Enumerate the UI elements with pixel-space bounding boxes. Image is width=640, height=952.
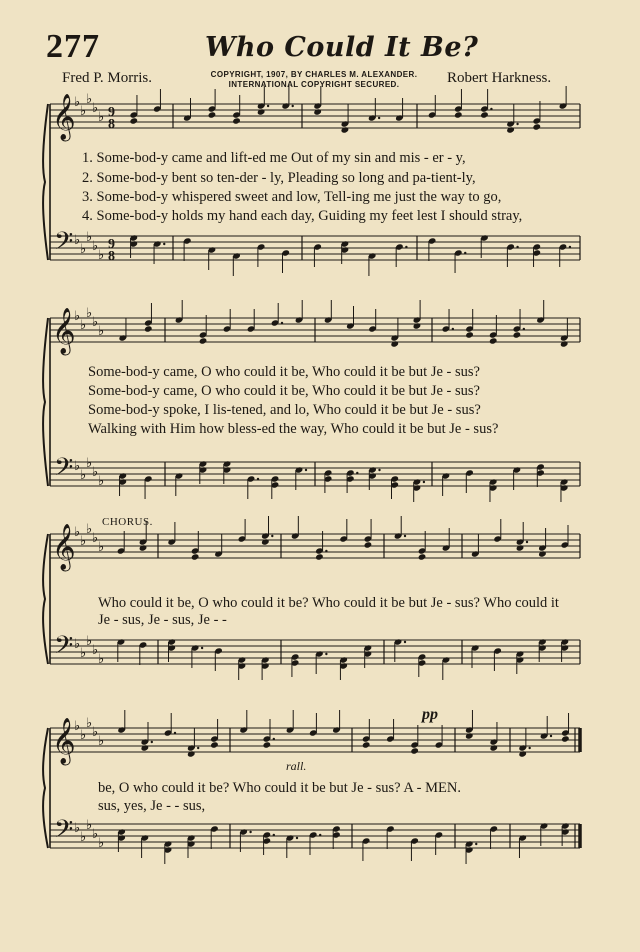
dot [267,105,269,107]
dot [526,541,528,543]
verse-1-line-1: 1. Some-bod-y came and lift-ed me Out of my sin and mis - er - y, [82,150,466,166]
chorus-soprano-line-2: be, O who could it be? Who could it be but Je - sus? A - MEN. [98,780,461,796]
note-head [532,123,541,130]
flat-icon: ♭ [74,309,81,324]
note-head [489,337,498,344]
note-head [129,117,138,124]
author: Fred P. Morris. [62,70,153,86]
flat-icon: ♭ [98,540,105,555]
dot [325,550,327,552]
dot [464,252,466,254]
dot [296,837,298,839]
rallentando-marking: rall. [286,759,307,773]
flat-icon: ♭ [92,531,99,546]
flat-icon: ♭ [92,725,99,740]
time-signature-bottom: 8 [108,117,115,132]
flat-icon: ♭ [80,242,87,257]
verse-3-line-1: 3. Some-bod-y whispered sweet and low, Tell-ing me just the way to go, [82,189,502,205]
dot [151,741,153,743]
verse-4-line-2: Walking with Him how bless-ed the way, Who could it be but Je - sus? [88,421,499,437]
dot [197,747,199,749]
note-head [364,541,373,548]
note-head [561,735,570,742]
copyright-line-1: COPYRIGHT, 1907, BY CHARLES M. ALEXANDER. [210,70,418,79]
note-head [187,750,196,757]
note-head [257,108,266,115]
dot [516,246,518,248]
note-head [465,331,474,338]
flat-icon: ♭ [80,646,87,661]
dot [405,246,407,248]
flat-icon: ♭ [98,110,105,125]
treble-clef-icon: 𝄞 [52,94,76,140]
note-head [560,340,569,347]
dot [163,243,165,245]
flat-icon: ♭ [86,306,93,321]
chorus-bass-line-1: Je - sus, Je - sus, Je - - [98,612,227,628]
dot [423,481,425,483]
flat-icon: ♭ [92,101,99,116]
flat-icon: ♭ [92,239,99,254]
time-signature-bottom: 8 [108,249,115,264]
dot [523,328,525,330]
dot [356,472,358,474]
note-head [199,337,208,344]
note-head [315,553,324,560]
hymn-title: Who Could It Be? [205,32,479,63]
flat-icon: ♭ [92,315,99,330]
flat-icon: ♭ [86,634,93,649]
system-brace [43,728,48,848]
flat-icon: ♭ [74,233,81,248]
dot [257,478,259,480]
note-head [413,322,422,329]
verse-2-line-2: Some-bod-y came, O who could it be, Who could it be but Je - sus? [88,383,480,399]
dot [528,747,530,749]
note-head [313,108,322,115]
dot [201,647,203,649]
note-head [516,544,525,551]
dot [550,735,552,737]
flat-icon: ♭ [80,468,87,483]
flat-icon: ♭ [80,318,87,333]
composer: Robert Harkness. [447,70,552,86]
dot [452,328,454,330]
dot [273,834,275,836]
bass-clef-icon: 𝄢 [54,631,74,666]
flat-icon: ♭ [86,818,93,833]
note-head [210,741,219,748]
bass-clef-icon: 𝄢 [54,453,74,488]
flat-icon: ♭ [92,643,99,658]
note-head [454,111,463,118]
dot [378,117,380,119]
flat-icon: ♭ [80,534,87,549]
note-head [390,340,399,347]
flat-icon: ♭ [98,324,105,339]
note-head [513,331,522,338]
verse-1-line-2: Some-bod-y came, O who could it be, Who could it be but Je - sus? [88,364,480,380]
dot [404,535,406,537]
chorus-bass-line-2: sus, yes, Je - - sus, [98,798,206,814]
note-head [232,117,241,124]
note-head [538,550,547,557]
flat-icon: ♭ [86,716,93,731]
note-head [410,747,419,754]
note-head [208,111,217,118]
verse-2-line-1: 2. Some-bod-y bent so ten-der - ly, Pleading so long and pa-tient-ly, [82,170,476,186]
flat-icon: ♭ [74,637,81,652]
time-signature-top: 9 [108,237,115,252]
time-signature-top: 9 [108,105,115,120]
verse-3-line-2: Some-bod-y spoke, I lis-tened, and lo, Who could it be but Je - sus? [88,402,481,418]
dot [273,738,275,740]
dot [271,535,273,537]
copyright-line-2: INTERNATIONAL COPYRIGHT SECURED. [228,80,400,89]
note-head [489,744,498,751]
note-head [341,126,350,133]
note-head [139,544,148,551]
flat-icon: ♭ [92,827,99,842]
flat-icon: ♭ [74,525,81,540]
treble-clef-icon: 𝄞 [52,524,76,570]
note-head [480,111,489,118]
dot [319,834,321,836]
dot [174,732,176,734]
treble-clef-icon: 𝄞 [52,718,76,764]
note-head [362,741,371,748]
note-head [141,744,150,751]
note-head [518,750,527,757]
flat-icon: ♭ [80,104,87,119]
note-head [261,538,270,545]
flat-icon: ♭ [98,734,105,749]
note-head [465,732,474,739]
flat-icon: ♭ [86,230,93,245]
dot [475,843,477,845]
note-head [263,741,272,748]
flat-icon: ♭ [86,522,93,537]
bass-clef-icon: 𝄢 [54,227,74,262]
dot [249,831,251,833]
pianissimo-marking: pp [422,706,438,723]
dot [378,469,380,471]
dot [305,469,307,471]
flat-icon: ♭ [86,456,93,471]
note-head [191,553,200,560]
dot [490,108,492,110]
dot [281,322,283,324]
treble-clef-icon: 𝄞 [52,308,76,354]
system-brace [43,534,48,664]
verse-4-line-1: 4. Some-bod-y holds my hand each day, Guiding my feet lest I should stray, [82,208,523,224]
note-head [506,126,515,133]
note-head [144,325,153,332]
flat-icon: ♭ [80,830,87,845]
chorus-label: CHORUS. [102,516,153,528]
flat-icon: ♭ [92,465,99,480]
flat-icon: ♭ [74,821,81,836]
note-head [418,553,427,560]
dot [569,246,571,248]
flat-icon: ♭ [74,95,81,110]
dot [325,653,327,655]
system-brace [43,104,48,260]
dot [516,123,518,125]
flat-icon: ♭ [98,652,105,667]
system-brace [43,318,48,486]
flat-icon: ♭ [80,728,87,743]
chorus-soprano-line-1: Who could it be, O who could it be? Who could it be but Je - sus? Who could it [98,595,559,611]
hymn-number: 277 [46,28,100,65]
bass-clef-icon: 𝄢 [54,815,74,850]
flat-icon: ♭ [98,474,105,489]
dot [404,641,406,643]
flat-icon: ♭ [74,719,81,734]
dot [292,105,294,107]
flat-icon: ♭ [86,92,93,107]
flat-icon: ♭ [98,248,105,263]
flat-icon: ♭ [74,459,81,474]
flat-icon: ♭ [98,836,105,851]
